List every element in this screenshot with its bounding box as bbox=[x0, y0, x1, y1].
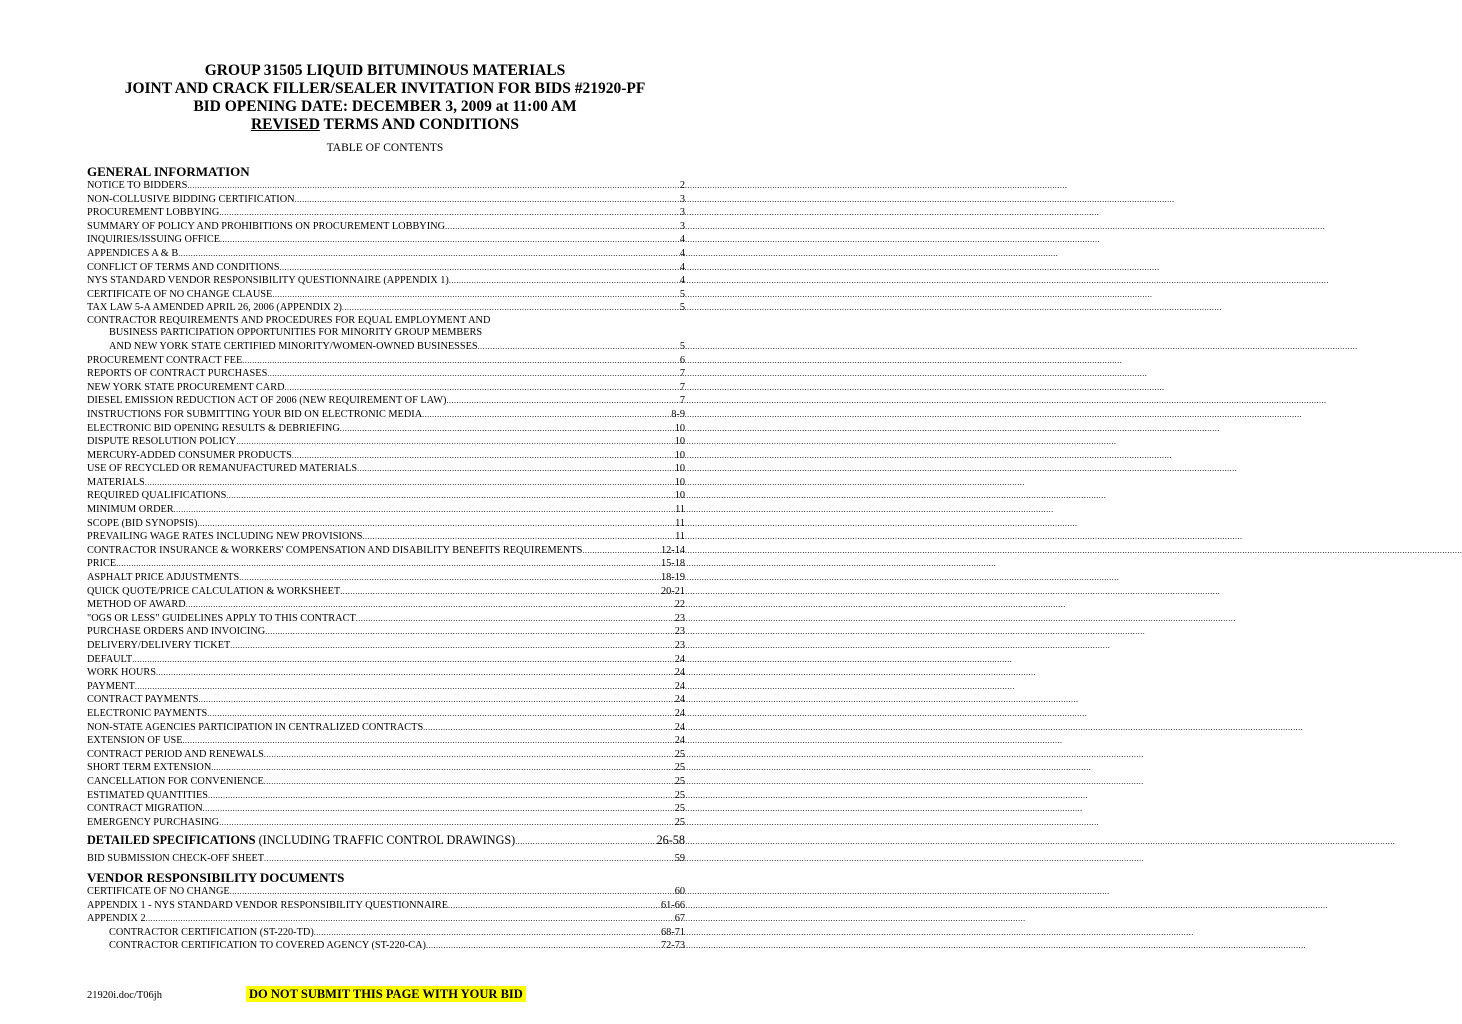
toc-entry-title: CONTRACT PERIOD AND RENEWALS bbox=[87, 748, 264, 760]
toc-entry-title: DEFAULT bbox=[87, 653, 133, 665]
toc-entry bbox=[87, 625, 685, 639]
leader-dots bbox=[178, 247, 680, 261]
toc-entry-page: 68-71 bbox=[660, 926, 685, 938]
toc-entry-page: 4 bbox=[679, 234, 685, 246]
leader-dots bbox=[156, 666, 675, 680]
vendor-sub-items bbox=[87, 926, 685, 953]
toc-entry-title: TAX LAW 5-A AMENDED APRIL 26, 2006 (APPENDIX 2) bbox=[87, 302, 342, 314]
toc-entry-page: 10 bbox=[674, 436, 685, 448]
toc-entry bbox=[87, 721, 685, 735]
toc-entry bbox=[87, 233, 685, 247]
toc-entry-detailed-specifications bbox=[87, 832, 685, 850]
leader-dots bbox=[186, 598, 675, 612]
toc-entry-title: "OGS OR LESS" GUIDELINES APPLY TO THIS CONTRACT bbox=[87, 612, 356, 624]
toc-entry-page: 4 bbox=[679, 261, 685, 273]
toc-entry bbox=[87, 789, 685, 803]
toc-entry-title: CONTRACTOR CERTIFICATION TO COVERED AGENCY (ST-220-CA) bbox=[109, 940, 426, 952]
toc-entry bbox=[87, 816, 685, 830]
toc-entry bbox=[87, 367, 685, 381]
leader-dots bbox=[264, 852, 675, 866]
toc-entry-page: 8-9 bbox=[671, 408, 685, 420]
toc-entry bbox=[87, 544, 685, 558]
toc-entry-title: PRICE bbox=[87, 558, 117, 570]
toc-entry bbox=[87, 585, 685, 599]
toc-entry-title: PURCHASE ORDERS AND INVOICING bbox=[87, 626, 266, 638]
toc-entry bbox=[87, 899, 685, 913]
toc-entry bbox=[87, 557, 685, 571]
leader-dots bbox=[356, 612, 675, 626]
leader-dots bbox=[219, 816, 675, 830]
toc-entry bbox=[87, 666, 685, 680]
toc-entry bbox=[87, 288, 685, 302]
document-header bbox=[0, 62, 770, 134]
toc-entry bbox=[87, 802, 685, 816]
toc-entry-page: 24 bbox=[674, 667, 685, 679]
toc-entry-page: 59 bbox=[674, 853, 685, 865]
leader-dots bbox=[135, 680, 675, 694]
toc-entry-title: INQUIRIES/ISSUING OFFICE bbox=[87, 234, 221, 246]
leader-dots bbox=[203, 802, 675, 816]
toc-entry-title: CANCELLATION FOR CONVENIENCE bbox=[87, 775, 264, 787]
vendor-responsibility-heading: VENDOR RESPONSIBILITY DOCUMENTS bbox=[87, 869, 345, 885]
toc-entry-page: 26-58 bbox=[656, 833, 685, 848]
toc-entry bbox=[87, 885, 685, 899]
leader-dots bbox=[197, 517, 675, 531]
toc-entry bbox=[87, 775, 685, 789]
detailed-specifications-title: DETAILED SPECIFICATIONS bbox=[87, 833, 256, 848]
toc-entry-page: 10 bbox=[674, 476, 685, 488]
toc-entry bbox=[87, 381, 685, 395]
header-line-4 bbox=[0, 116, 770, 134]
leader-dots bbox=[226, 489, 674, 503]
toc-entry bbox=[87, 449, 685, 463]
leader-dots bbox=[449, 274, 680, 288]
leader-dots bbox=[279, 261, 679, 275]
toc-entry-page: 2 bbox=[679, 180, 685, 191]
toc-entry bbox=[87, 707, 685, 721]
toc-entry-page: 60 bbox=[674, 885, 685, 897]
toc-entry-title: INSTRUCTIONS FOR SUBMITTING YOUR BID ON ELECTRONIC MEDIA bbox=[87, 408, 423, 420]
toc-entry bbox=[87, 653, 685, 667]
toc-entry-title: CONFLICT OF TERMS AND CONDITIONS bbox=[87, 261, 280, 273]
toc-entry-page: 25 bbox=[674, 803, 685, 815]
leader-dots bbox=[478, 340, 680, 354]
toc-entry-title: CERTIFICATE OF NO CHANGE CLAUSE bbox=[87, 288, 273, 300]
leader-dots bbox=[426, 939, 661, 953]
toc-entry bbox=[87, 530, 685, 544]
leader-dots bbox=[445, 220, 680, 234]
toc-entry-title: CONTRACTOR CERTIFICATION (ST-220-TD) bbox=[109, 926, 314, 938]
toc-entry-title: DIESEL EMISSION REDUCTION ACT OF 2006 (NEW REQUIREMENT OF LAW) bbox=[87, 395, 447, 407]
toc-entry-title: PREVAILING WAGE RATES INCLUDING NEW PROVISIONS bbox=[87, 531, 363, 543]
leader-dots bbox=[515, 834, 656, 850]
toc-entry bbox=[87, 639, 685, 653]
leader-dots bbox=[208, 789, 675, 803]
leader-dots bbox=[187, 179, 680, 193]
toc-entry-title: ESTIMATED QUANTITIES bbox=[87, 789, 208, 801]
toc-entry-page: 23 bbox=[674, 640, 685, 651]
toc-title: TABLE OF CONTENTS bbox=[326, 142, 444, 154]
toc-entry bbox=[87, 517, 685, 531]
toc-entry-page: 25 bbox=[674, 789, 685, 801]
leader-dots bbox=[242, 354, 680, 368]
toc-entry-title: REQUIRED QUALIFICATIONS bbox=[87, 490, 227, 502]
toc-entry-title: EXTENSION OF USE bbox=[87, 735, 183, 747]
toc-entry-title: PROCUREMENT LOBBYING bbox=[87, 207, 220, 219]
toc-entry-page: 5 bbox=[679, 288, 685, 300]
toc-entry-title: METHOD OF AWARD bbox=[87, 599, 186, 611]
toc-entry-page: 25 bbox=[674, 775, 685, 787]
do-not-submit-warning: DO NOT SUBMIT THIS PAGE WITH YOUR BID bbox=[246, 986, 526, 1002]
toc-entry bbox=[87, 612, 685, 626]
toc-entry-page: 10 bbox=[674, 422, 685, 434]
contractor-requirements-line-2: BUSINESS PARTICIPATION OPPORTUNITIES FOR MINORITY GROUP MEMBERS bbox=[109, 327, 483, 339]
toc-entry bbox=[87, 598, 685, 612]
toc-entry-title: CERTIFICATE OF NO CHANGE bbox=[87, 885, 230, 897]
toc-entry-page: 22 bbox=[674, 599, 685, 611]
toc-entry-page: 6 bbox=[679, 354, 685, 366]
toc-entry bbox=[87, 926, 685, 940]
leader-dots bbox=[292, 449, 675, 463]
toc-entry-page: 4 bbox=[679, 247, 685, 259]
toc-entry-page: 10 bbox=[674, 463, 685, 475]
toc-entry-page: 23 bbox=[674, 626, 685, 638]
vendor-items bbox=[87, 885, 685, 926]
general-information-heading: GENERAL INFORMATION bbox=[87, 164, 250, 179]
toc-entry bbox=[87, 340, 685, 354]
toc-entry bbox=[87, 462, 685, 476]
leader-dots bbox=[448, 899, 661, 913]
toc-entry bbox=[87, 354, 685, 368]
leader-dots bbox=[267, 367, 680, 381]
toc-entry-page: 24 bbox=[674, 694, 685, 706]
toc-entry-title: SUMMARY OF POLICY AND PROHIBITIONS ON PROCUREMENT LOBBYING bbox=[87, 220, 446, 232]
toc-entry-title: REPORTS OF CONTRACT PURCHASES bbox=[87, 368, 268, 380]
leader-dots bbox=[264, 748, 675, 762]
leader-dots bbox=[219, 206, 680, 220]
toc-entry-title: BID SUBMISSION CHECK-OFF SHEET bbox=[87, 853, 265, 865]
toc-entry-page: 18-19 bbox=[660, 572, 685, 584]
general-items-b bbox=[87, 354, 685, 830]
header-line-2: JOINT AND CRACK FILLER/SEALER INVITATION FOR BIDS #21920-PF bbox=[124, 80, 646, 97]
toc-entry-title: SCOPE (BID SYNOPSIS) bbox=[87, 517, 198, 529]
leader-dots bbox=[272, 288, 680, 302]
toc-entry bbox=[87, 261, 685, 275]
toc-entry bbox=[87, 179, 685, 193]
toc-entry-page: 7 bbox=[679, 395, 685, 407]
leader-dots bbox=[342, 301, 680, 315]
toc-entry bbox=[87, 939, 685, 953]
toc-entry bbox=[87, 274, 685, 288]
leader-dots bbox=[145, 476, 675, 490]
toc-entry-title: MATERIALS bbox=[87, 476, 145, 488]
toc-entry-page: 5 bbox=[679, 302, 685, 314]
toc-entry-page: 10 bbox=[674, 490, 685, 502]
toc-entry-page: 10 bbox=[674, 449, 685, 461]
toc-entry-page: 7 bbox=[679, 368, 685, 380]
leader-dots bbox=[116, 557, 661, 571]
header-line-3: BID OPENING DATE: DECEMBER 3, 2009 at 11:00 AM bbox=[193, 98, 577, 115]
toc-entry-title: NON-COLLUSIVE BIDDING CERTIFICATION bbox=[87, 193, 295, 205]
leader-dots bbox=[285, 381, 680, 395]
header-line-1: GROUP 31505 LIQUID BITUMINOUS MATERIALS bbox=[204, 62, 566, 79]
toc-entry-title: ASPHALT PRICE ADJUSTMENTS bbox=[87, 572, 240, 584]
toc-entry-page: 24 bbox=[674, 653, 685, 665]
contractor-requirements-line-1: CONTRACTOR REQUIREMENTS AND PROCEDURES FOR EQUAL EMPLOYMENT AND bbox=[87, 314, 491, 326]
toc-entry-page: 25 bbox=[674, 816, 685, 828]
leader-dots bbox=[423, 721, 675, 735]
toc-entry-page: 12-14 bbox=[660, 544, 685, 556]
toc-entry-page: 24 bbox=[674, 735, 685, 747]
leader-dots bbox=[183, 734, 675, 748]
toc-entry bbox=[87, 206, 685, 220]
toc-entry-title: MERCURY-ADDED CONSUMER PRODUCTS bbox=[87, 449, 292, 461]
toc-entry bbox=[87, 301, 685, 315]
toc-entry-title: DISPUTE RESOLUTION POLICY bbox=[87, 436, 237, 448]
toc-entry bbox=[87, 476, 685, 490]
leader-dots bbox=[146, 912, 675, 926]
toc-entry-title: EMERGENCY PURCHASING bbox=[87, 816, 220, 828]
toc-entry-title: SHORT TERM EXTENSION bbox=[87, 762, 212, 774]
toc-entry bbox=[87, 693, 685, 707]
toc-entry-title: ELECTRONIC PAYMENTS bbox=[87, 707, 208, 719]
toc-entry-title: NON-STATE AGENCIES PARTICIPATION IN CENTRALIZED CONTRACTS bbox=[87, 721, 424, 733]
toc-entry-title: PROCUREMENT CONTRACT FEE bbox=[87, 354, 243, 366]
toc-entry-page: 11 bbox=[675, 517, 685, 529]
toc-entry bbox=[87, 571, 685, 585]
leader-dots bbox=[230, 639, 674, 653]
toc-entry-page: 72-73 bbox=[660, 940, 685, 952]
toc-entry bbox=[87, 247, 685, 261]
leader-dots bbox=[236, 435, 674, 449]
toc-entry-page: 20-21 bbox=[660, 585, 685, 597]
toc-entry bbox=[87, 680, 685, 694]
toc-entry-page: 3 bbox=[679, 193, 685, 205]
leader-dots bbox=[220, 233, 680, 247]
toc-entry bbox=[87, 748, 685, 762]
toc-entry-title: CONTRACTOR INSURANCE & WORKERS' COMPENSATION AND DISABILITY BENEFITS REQUIREMENTS bbox=[87, 544, 583, 556]
toc-entry-page: 24 bbox=[674, 707, 685, 719]
toc-entry-page: 5 bbox=[679, 340, 685, 352]
toc-entry-title: USE OF RECYCLED OR REMANUFACTURED MATERIALS bbox=[87, 463, 358, 475]
toc-entry-page: 3 bbox=[679, 207, 685, 219]
toc-entry-page: 15-18 bbox=[660, 558, 685, 570]
toc-entry-page: 7 bbox=[679, 381, 685, 393]
toc-entry-page: 25 bbox=[674, 762, 685, 774]
toc-entry-title: CONTRACT PAYMENTS bbox=[87, 694, 199, 706]
toc-entry-title: QUICK QUOTE/PRICE CALCULATION & WORKSHEET bbox=[87, 585, 341, 597]
toc-entry-page: 11 bbox=[675, 504, 685, 516]
toc-entry-page: 23 bbox=[674, 612, 685, 624]
toc-entry-page: 3 bbox=[679, 220, 685, 232]
toc-entry bbox=[87, 761, 685, 775]
leader-dots bbox=[362, 530, 675, 544]
toc-entry-title: CONTRACT MIGRATION bbox=[87, 803, 203, 815]
toc-entry-title: NYS STANDARD VENDOR RESPONSIBILITY QUESTIONNAIRE (APPENDIX 1) bbox=[87, 275, 449, 287]
leader-dots bbox=[340, 585, 661, 599]
toc-entry-title: MINIMUM ORDER bbox=[87, 504, 174, 516]
leader-dots bbox=[582, 544, 661, 558]
toc-entry bbox=[87, 422, 685, 436]
toc-entry-title: ELECTRONIC BID OPENING RESULTS & DEBRIEFING bbox=[87, 422, 340, 434]
toc-entry-title: AND NEW YORK STATE CERTIFIED MINORITY/WOMEN-OWNED BUSINESSES bbox=[109, 340, 478, 352]
toc-entry-page: 67 bbox=[674, 913, 685, 925]
toc-entry-page: 24 bbox=[674, 721, 685, 733]
toc-entry-page: 4 bbox=[679, 275, 685, 287]
toc-entry bbox=[87, 435, 685, 449]
toc-entry-checkoff-sheet bbox=[87, 852, 685, 866]
toc-entry-title: PAYMENT bbox=[87, 680, 135, 692]
toc-entry bbox=[87, 489, 685, 503]
toc-entry bbox=[87, 734, 685, 748]
toc-entry bbox=[87, 394, 685, 408]
leader-dots bbox=[357, 462, 675, 476]
toc-entry-page: 25 bbox=[674, 748, 685, 760]
toc-entry-title: APPENDIX 1 - NYS STANDARD VENDOR RESPONSIBILITY QUESTIONNAIRE bbox=[87, 899, 449, 911]
toc-entry-page: 61-66 bbox=[660, 899, 685, 911]
leader-dots bbox=[422, 408, 671, 422]
leader-dots bbox=[174, 503, 675, 517]
leader-dots bbox=[265, 625, 674, 639]
toc-entry-title: NEW YORK STATE PROCUREMENT CARD bbox=[87, 381, 285, 393]
leader-dots bbox=[132, 653, 675, 667]
leader-dots bbox=[207, 707, 674, 721]
toc-entry-page: 11 bbox=[675, 531, 685, 543]
toc-entry-title: DELIVERY/DELIVERY TICKET bbox=[87, 640, 231, 651]
toc-entry bbox=[87, 193, 685, 207]
general-items-a bbox=[87, 179, 685, 315]
revised-label: REVISED bbox=[250, 116, 320, 133]
table-of-contents bbox=[87, 164, 685, 953]
leader-dots bbox=[199, 693, 675, 707]
leader-dots bbox=[239, 571, 661, 585]
leader-dots bbox=[211, 761, 674, 775]
leader-dots bbox=[264, 775, 675, 789]
toc-entry-title: APPENDICES A & B bbox=[87, 247, 179, 259]
toc-entry-page: 24 bbox=[674, 680, 685, 692]
toc-entry bbox=[87, 912, 685, 926]
footer-file-name: 21920i.doc/T06jh bbox=[87, 990, 162, 1001]
leader-dots bbox=[340, 422, 675, 436]
terms-label: TERMS AND CONDITIONS bbox=[319, 116, 520, 133]
toc-entry bbox=[87, 408, 685, 422]
leader-dots bbox=[314, 926, 661, 940]
toc-entry bbox=[87, 220, 685, 234]
toc-entry-title: WORK HOURS bbox=[87, 667, 156, 679]
toc-entry-title: APPENDIX 2 bbox=[87, 913, 146, 925]
toc-entry bbox=[87, 503, 685, 517]
leader-dots bbox=[295, 193, 680, 207]
detailed-specifications-subtitle: (INCLUDING TRAFFIC CONTROL DRAWINGS) bbox=[255, 833, 516, 848]
toc-entry-title: NOTICE TO BIDDERS bbox=[87, 180, 188, 191]
leader-dots bbox=[446, 394, 679, 408]
leader-dots bbox=[230, 885, 675, 899]
